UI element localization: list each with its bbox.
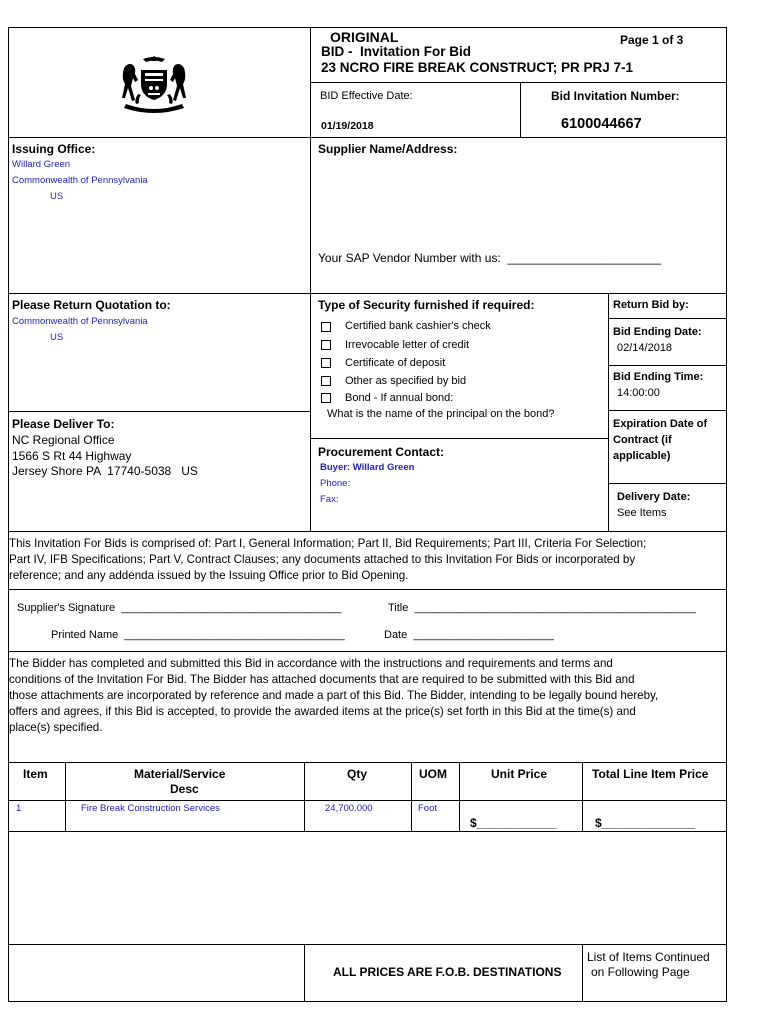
effective-date-value: 01/19/2018	[321, 120, 374, 132]
items-col-4	[459, 762, 460, 831]
security-checkbox-other[interactable]	[321, 376, 331, 386]
form-left-border	[8, 27, 9, 1002]
signature-rule	[8, 651, 727, 652]
procurement-buyer: Buyer: Willard Green	[320, 462, 415, 473]
agreement-text-line: offers and agrees, if this Bid is accepted, to provide the awarded items at the price(s) set forth in this Bid at the time(s) and	[9, 705, 636, 718]
date-field[interactable]: Date _______________________	[384, 629, 555, 641]
items-continued-note: on Following Page	[591, 965, 690, 979]
agreement-text-line: conditions of the Invitation For Bid. The Bidder has attached documents that are required to be submitted with this Bid and	[9, 673, 635, 686]
form-bottom-border	[8, 1001, 727, 1002]
return-quotation-line: Commonwealth of Pennsylvania	[12, 316, 148, 327]
comprised-text-line: This Invitation For Bids is comprised of: Part I, General Information; Part II, Bid Requirements; Part III, Criteria For Selection;	[9, 537, 647, 550]
deliver-to-line: 1566 S Rt 44 Highway	[12, 449, 132, 463]
security-option-label: Other as specified by bid	[345, 375, 467, 387]
footer-divider-1	[304, 944, 305, 1001]
security-option-label: Certified bank cashier's check	[345, 320, 491, 332]
items-col-1	[65, 762, 66, 831]
agreement-rule	[8, 762, 727, 763]
supplier-signature-field[interactable]: Supplier's Signature ____________________________________	[17, 602, 342, 614]
return-bid-rule-1	[608, 318, 727, 319]
header-rule	[310, 82, 727, 83]
deliver-to-rule	[8, 411, 310, 412]
items-col-3	[411, 762, 412, 831]
page-title: 23 NCRO FIRE BREAK CONSTRUCT; PR PRJ 7-1	[321, 60, 634, 75]
delivery-date-value: See Items	[617, 507, 667, 519]
form-right-border	[726, 27, 727, 1002]
item-total-price-field[interactable]: $______________	[595, 816, 696, 830]
item-description: Fire Break Construction Services	[81, 803, 220, 814]
title-field[interactable]: Title ______________________________________________	[388, 602, 696, 614]
footer-divider-2	[582, 944, 583, 1001]
column-header-uom: UOM	[419, 767, 447, 781]
security-checkbox-letter-of-credit[interactable]	[321, 340, 331, 350]
issuing-office-label: Issuing Office:	[12, 142, 96, 156]
bond-principal-question: What is the name of the principal on the bond?	[327, 408, 555, 420]
bid-number-divider	[520, 82, 521, 137]
column-header-total: Total Line Item Price	[592, 767, 709, 781]
delivery-date-label: Delivery Date:	[617, 491, 691, 503]
expiration-date-label: applicable)	[613, 450, 671, 462]
document-type: BID - Invitation For Bid	[321, 44, 471, 59]
items-col-2	[304, 762, 305, 831]
comprised-rule	[8, 589, 727, 590]
issuing-office-line: US	[50, 191, 64, 202]
items-continued-note: List of Items Continued	[587, 950, 710, 964]
item-number: 1	[16, 803, 22, 814]
comprised-text-line: reference; and any addenda issued by the Issuing Office prior to Bid Opening.	[9, 569, 409, 582]
deliver-to-line: Jersey Shore PA 17740-5038 US	[12, 464, 198, 478]
return-bid-by-label: Return Bid by:	[613, 299, 689, 311]
item-uom: Foot	[418, 803, 438, 814]
page-number: Page 1 of 3	[620, 33, 684, 47]
procurement-fax: Fax:	[320, 494, 339, 505]
form-top-border	[8, 27, 727, 28]
header-divider	[310, 27, 311, 293]
column-header-unit-price: Unit Price	[491, 767, 548, 781]
bid-invitation-number: 6100044667	[561, 116, 642, 132]
bid-ending-time-label: Bid Ending Time:	[613, 371, 704, 383]
bid-ending-date-label: Bid Ending Date:	[613, 326, 702, 338]
footer-rule	[8, 944, 727, 945]
issuing-office-line: Willard Green	[12, 159, 71, 170]
column-header-desc: Desc	[170, 782, 199, 796]
security-checkbox-certificate-of-deposit[interactable]	[321, 358, 331, 368]
items-row-rule	[8, 831, 727, 832]
item-unit-price-field[interactable]: $____________	[470, 816, 557, 830]
issuing-office-line: Commonwealth of Pennsylvania	[12, 175, 148, 186]
return-bid-rule-3	[608, 410, 727, 411]
bid-ending-time: 14:00:00	[617, 387, 660, 399]
return-quotation-label: Please Return Quotation to:	[12, 298, 171, 312]
security-option-label: Bond - If annual bond:	[345, 392, 454, 404]
section-rule	[8, 293, 727, 294]
return-bid-rule-2	[608, 365, 727, 366]
expiration-date-label: Expiration Date of	[613, 418, 708, 430]
bid-ending-date: 02/14/2018	[617, 342, 673, 354]
items-col-5	[582, 762, 583, 831]
procurement-rule	[310, 438, 608, 439]
return-bid-divider	[608, 293, 609, 531]
bid-invitation-number-label: Bid Invitation Number:	[551, 89, 680, 103]
security-checkbox-bond[interactable]	[321, 393, 331, 403]
security-option-label: Certificate of deposit	[345, 357, 446, 369]
effective-date-label: BID Effective Date:	[320, 90, 413, 102]
document-status: ORIGINAL	[330, 29, 399, 45]
deliver-to-label: Please Deliver To:	[12, 417, 115, 431]
column-header-desc: Material/Service	[134, 767, 226, 781]
fob-destinations-note: ALL PRICES ARE F.O.B. DESTINATIONS	[333, 965, 562, 979]
agreement-text-line: those attachments are incorporated by reference and made a part of this Bid. The Bidder, intending to be legally bound hereby,	[9, 689, 659, 702]
items-header-rule	[8, 800, 727, 801]
deliver-to-line: NC Regional Office	[12, 433, 115, 447]
sap-vendor-number-field[interactable]: Your SAP Vendor Number with us: _______________________	[318, 251, 661, 265]
security-type-label: Type of Security furnished if required:	[318, 298, 535, 312]
return-bid-rule-4	[608, 483, 727, 484]
procurement-contact-label: Procurement Contact:	[318, 445, 445, 459]
section-rule-2	[8, 531, 727, 532]
return-quotation-line: US	[50, 332, 64, 343]
agreement-text-line: place(s) specified.	[9, 721, 103, 734]
header-bottom-rule	[8, 137, 727, 138]
security-divider	[310, 293, 311, 531]
pennsylvania-seal-icon	[118, 54, 190, 114]
printed-name-field[interactable]: Printed Name ____________________________________	[51, 629, 345, 641]
expiration-date-label: Contract (if	[613, 434, 672, 446]
agreement-text-line: The Bidder has completed and submitted this Bid in accordance with the instructions and requirements and terms and	[9, 657, 613, 670]
supplier-name-address-label: Supplier Name/Address:	[318, 142, 458, 156]
security-option-label: Irrevocable letter of credit	[345, 339, 470, 351]
procurement-phone: Phone:	[320, 478, 351, 489]
security-checkbox-cashiers-check[interactable]	[321, 322, 331, 332]
item-quantity: 24,700.000	[325, 803, 373, 814]
column-header-qty: Qty	[347, 767, 368, 781]
column-header-item: Item	[23, 767, 48, 781]
comprised-text-line: Part IV, IFB Specifications; Part V, Contract Clauses; any documents attached to this Invitation For Bids or incorporated by	[9, 553, 636, 566]
